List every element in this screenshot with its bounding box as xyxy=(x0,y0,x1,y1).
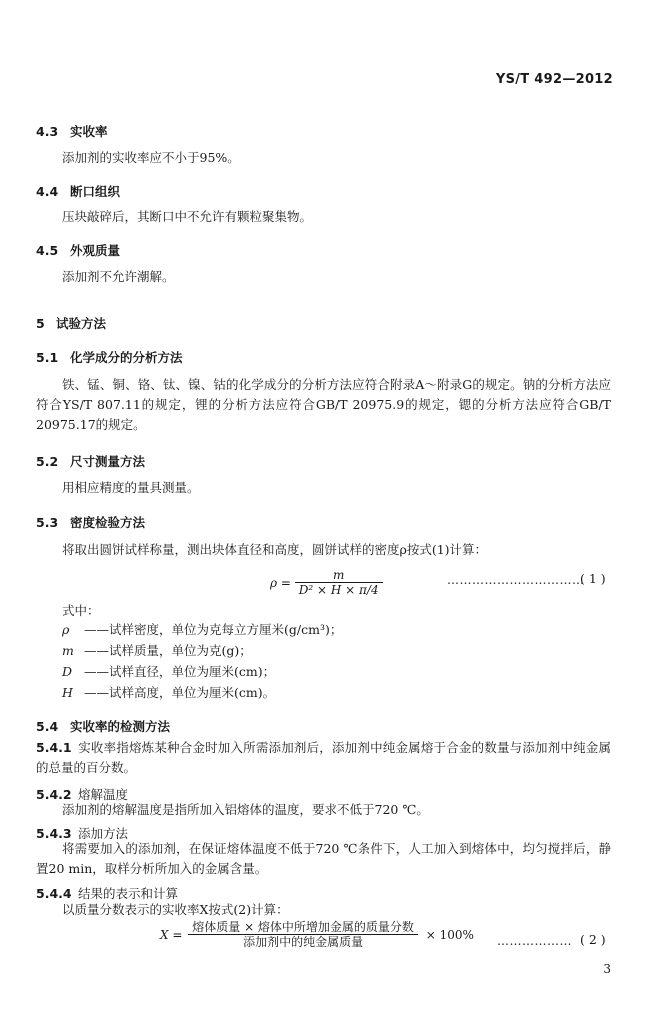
variable-symbol: D xyxy=(62,664,73,679)
section-4-4-text: 压块敲碎后，其断口中不允许有颗粒聚集物。 xyxy=(62,209,313,224)
section-title: 化学成分的分析方法 xyxy=(70,350,183,365)
section-title: 熔解温度 xyxy=(78,787,129,802)
section-5-1-heading xyxy=(36,348,183,366)
section-5-4-2-text: 添加剂的熔解温度是指所加入铝熔体的温度，要求不低于720 ℃。 xyxy=(62,802,429,817)
variable-desc: ——试样直径，单位为厘米(cm)； xyxy=(84,664,276,679)
section-number: 5.2 xyxy=(36,454,59,469)
section-title: 实收率的检测方法 xyxy=(70,719,171,734)
section-number: 5.1 xyxy=(36,350,59,365)
page-number: 3 xyxy=(603,962,611,976)
section-number: 5.4.1 xyxy=(36,740,72,755)
variable-desc: ——试样密度，单位为克每立方厘米(g/cm³)； xyxy=(84,622,343,637)
section-text: 实收率指熔炼某种合金时加入所需添加剂后，添加剂中纯金属熔于合金的数量与添加剂中纯金属的总量的百分数。 xyxy=(36,740,611,775)
section-number: 4.4 xyxy=(36,184,59,199)
section-number: 5.4.3 xyxy=(36,826,72,841)
section-title: 实收率 xyxy=(70,124,108,139)
section-5-3-heading xyxy=(36,513,145,531)
section-5-4-4-heading xyxy=(36,884,178,902)
variable-desc: ——试样高度，单位为厘米(cm)。 xyxy=(84,685,276,700)
section-title: 尺寸测量方法 xyxy=(70,454,146,469)
formula-label: ( 2 ) xyxy=(580,932,606,947)
formula-leader-dots: ……………… xyxy=(497,934,572,948)
section-5-4-2-heading xyxy=(36,785,128,803)
section-title: 断口组织 xyxy=(70,184,121,199)
section-5-4-1 xyxy=(36,738,611,778)
variable-row xyxy=(62,645,252,658)
section-number: 5.4.4 xyxy=(36,886,72,901)
section-5-4-4-text: 以质量分数表示的实收率X按式(2)计算： xyxy=(62,902,289,917)
variable-row xyxy=(62,687,275,700)
formula-numerator: 熔体质量 × 熔体中所增加金属的质量分数 xyxy=(188,920,418,935)
section-number: 5 xyxy=(36,316,45,331)
section-5-3-text: 将取出圆饼试样称量，测出块体直径和高度，圆饼试样的密度ρ按式(1)计算： xyxy=(62,542,488,557)
section-number: 4.5 xyxy=(36,243,59,258)
variable-desc: ——试样质量，单位为克(g)； xyxy=(84,643,252,658)
section-title: 试验方法 xyxy=(56,316,107,331)
formula-fraction xyxy=(295,568,383,598)
formula-numerator: m xyxy=(295,568,383,583)
variable-row xyxy=(62,624,342,637)
section-4-5-text: 添加剂不允许潮解。 xyxy=(62,269,175,284)
section-5-4-heading xyxy=(36,717,170,735)
formula-multiplier: × 100% xyxy=(425,928,474,942)
section-title: 外观质量 xyxy=(70,243,121,258)
section-5-1-text: 铁、锰、铜、铬、钛、镍、钴的化学成分的分析方法应符合附录A～附录G的规定。钠的分析方法应符合YS/T 807.11的规定，锂的分析方法应符合GB/T 20975.9的规定，锶的分析方法应符合GB/T 20975.17的规定。 xyxy=(36,377,611,432)
section-5-heading xyxy=(36,314,106,332)
formula-leader-dots: …………………………… xyxy=(447,573,585,587)
section-5-2-text: 用相应精度的量具测量。 xyxy=(62,480,200,495)
formula-fraction xyxy=(188,920,418,950)
section-title: 添加方法 xyxy=(78,826,129,841)
section-title: 密度检验方法 xyxy=(70,515,146,530)
variable-symbol: ρ xyxy=(62,622,70,637)
section-number: 5.4.2 xyxy=(36,787,72,802)
section-5-4-3-text: 将需要加入的添加剂，在保证熔体温度不低于720 ℃条件下，人工加入到熔体中，均匀搅拌后，静置20 min，取样分析所加入的金属含量。 xyxy=(36,841,611,876)
formula-label: ( 1 ) xyxy=(580,571,606,586)
where-label: 式中： xyxy=(62,603,100,618)
recovery-formula xyxy=(160,920,474,950)
section-4-5-heading xyxy=(36,241,120,259)
section-5-2-heading xyxy=(36,452,145,470)
variable-row xyxy=(62,666,275,679)
section-4-4-heading xyxy=(36,182,120,200)
density-formula xyxy=(270,568,383,598)
section-number: 5.4 xyxy=(36,719,59,734)
standard-code: YS/T 492—2012 xyxy=(495,72,613,87)
section-4-3-text: 添加剂的实收率应不小于95%。 xyxy=(62,150,240,165)
section-number: 5.3 xyxy=(36,515,59,530)
variable-symbol: m xyxy=(62,643,74,658)
variable-symbol: H xyxy=(62,685,73,700)
formula-lhs: ρ = xyxy=(270,576,291,590)
section-number: 4.3 xyxy=(36,124,59,139)
formula-denominator: 添加剂中的纯金属质量 xyxy=(243,935,364,949)
formula-lhs: X = xyxy=(160,928,183,942)
formula-denominator: D² × H × π/4 xyxy=(298,583,379,597)
section-4-3-heading xyxy=(36,122,108,140)
section-title: 结果的表示和计算 xyxy=(78,886,179,901)
